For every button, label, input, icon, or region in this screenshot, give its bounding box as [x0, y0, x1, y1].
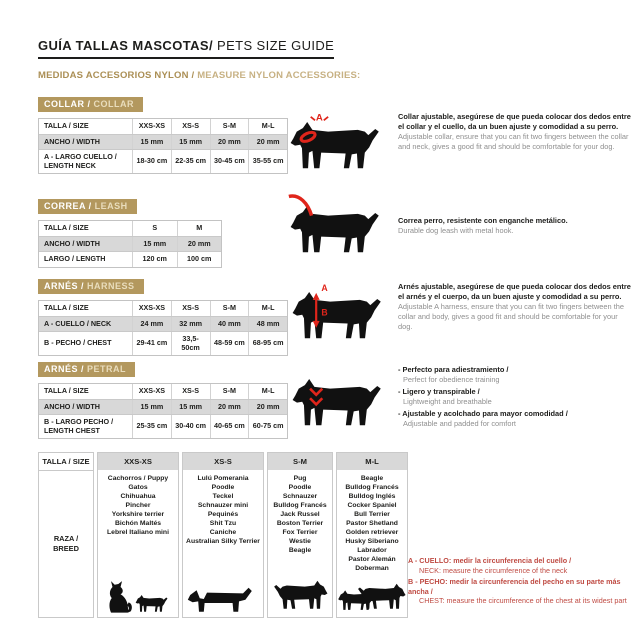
value-cell: 15 mm: [133, 400, 172, 415]
breed-list-m-l: [337, 474, 407, 573]
petral-size-table: [38, 383, 288, 439]
note-b-en: CHEST: measure the circumference of the chest at its widest part: [419, 596, 627, 605]
breed-item: Schnauzer: [282, 493, 318, 500]
breed-item: Pequinés: [207, 511, 239, 518]
breed-item: Pastor Alemán: [348, 556, 396, 563]
breed-item: Schnauzer mini: [197, 502, 249, 509]
breed-item: Beagle: [288, 547, 312, 554]
harness-badge: [38, 279, 144, 294]
breed-item: Poodle: [288, 484, 312, 491]
petral-badge: [38, 362, 135, 377]
breed-item: Cocker Spaniel: [347, 502, 397, 509]
size-header-cell: TALLA / SIZE: [39, 221, 133, 236]
value-cell: 120 cm: [133, 252, 178, 267]
value-cell: 15 mm: [133, 237, 178, 252]
breed-row-label: RAZA / BREED: [53, 534, 79, 553]
column-header-cell: XS-S: [172, 301, 211, 316]
dog-silhouette-icon: [293, 292, 381, 338]
table-row: [39, 415, 287, 438]
breed-item: Bichón Maltés: [114, 520, 162, 527]
page-subtitle-en: MEASURE NYLON ACCESSORIES:: [197, 70, 361, 81]
value-cell: 48-59 cm: [211, 332, 250, 355]
breed-column-header: XXS-XS: [98, 453, 178, 470]
value-cell: 15 mm: [133, 135, 172, 150]
breed-item: Pincher: [125, 502, 151, 509]
petral-bullet-2-en: Lightweight and breathable: [403, 397, 492, 406]
row-label-cell: ANCHO / WIDTH: [39, 400, 133, 415]
collar-section: [38, 94, 288, 174]
breed-column-s-m: [267, 452, 333, 618]
breed-column-header: M-L: [337, 453, 407, 470]
column-header-cell: S-M: [211, 301, 250, 316]
breed-list-xs-s: [183, 474, 263, 546]
breed-column-xxs-xs: [97, 452, 179, 618]
value-cell: 68-95 cm: [252, 338, 284, 348]
value-cell: 29-41 cm: [133, 332, 172, 355]
column-header-cell: M-L: [261, 303, 275, 312]
harness-size-table: [38, 300, 288, 356]
table-header-row: [39, 119, 287, 135]
breed-item: Boston Terrier: [276, 520, 324, 527]
row-label-cell: A - CUELLO / NECK: [39, 317, 133, 332]
row-label-cell: LARGO / LENGTH: [39, 252, 133, 267]
column-header-cell: M-L: [261, 386, 275, 395]
column-header-cell: M: [196, 223, 203, 232]
value-cell: 30-40 cm: [172, 415, 211, 438]
collar-badge-es: COLLAR /: [44, 99, 94, 109]
petral-bullet-3-en: Adjustable and padded for comfort: [403, 419, 516, 428]
breed-item: Yorkshire terrier: [111, 511, 165, 518]
column-header-cell: S: [133, 221, 178, 236]
leash-desc-es: Correa perro, resistente con enganche metálico.: [398, 216, 568, 225]
petral-section: [38, 359, 288, 439]
column-header-cell: M-L: [261, 121, 275, 130]
value-cell: 24 mm: [133, 317, 172, 332]
page-title-es: GUÍA TALLAS MASCOTAS/: [38, 38, 213, 53]
column-header-cell: XXS-XS: [133, 384, 172, 399]
column-header-cell: XS-S: [172, 119, 211, 134]
breed-column-m-l: [336, 452, 408, 618]
collar-size-table: [38, 118, 288, 174]
petral-bullets: [398, 365, 634, 431]
breed-item: Lulú Pomerania: [197, 475, 249, 482]
breed-item: Bull Terrier: [354, 511, 390, 518]
collar-desc-en: Adjustable collar, ensure that you can fit two fingers between the collar and neck, gives a good fit and should be comfortable for your dog.: [398, 132, 629, 151]
petral-badge-en: PETRAL: [87, 364, 127, 374]
value-cell: 15 mm: [172, 400, 211, 415]
page-subtitle-es: MEDIDAS ACCESORIOS NYLON /: [38, 70, 198, 81]
harness-badge-en: HARNESS: [87, 281, 135, 291]
petral-badge-es: ARNÉS /: [44, 364, 88, 374]
table-row: [39, 317, 287, 333]
harness-section: [38, 276, 288, 356]
breed-item: Bulldog Inglés: [348, 493, 396, 500]
breed-item: Chihuahua: [120, 493, 156, 500]
breed-item: Husky Siberiano: [345, 538, 399, 545]
table-row: [39, 332, 287, 355]
row-label-cell: B - PECHO / CHEST: [39, 332, 133, 355]
dog-silhouette-icon: [291, 206, 379, 252]
breed-item: Cachorros / Puppy: [107, 475, 169, 482]
value-cell: 33,5-50cm: [172, 332, 211, 355]
table-row: [39, 252, 221, 267]
breed-item: Beagle: [360, 475, 384, 482]
column-header-cell: XS-S: [172, 384, 211, 399]
breed-item: Lebrel Italiano mini: [107, 529, 169, 536]
column-header-cell: XXS-XS: [133, 301, 172, 316]
breed-column-header: XS-S: [183, 453, 263, 470]
breed-item: Bulldog Francés: [273, 502, 327, 509]
measuring-notes: [408, 556, 634, 608]
row-label-cell: A - LARGO CUELLO / LENGTH NECK: [39, 150, 133, 173]
harness-description: [398, 282, 634, 332]
value-cell: 100 cm: [187, 254, 212, 263]
xxs-xs-silhouettes: [98, 577, 178, 615]
breed-item: Doberman: [355, 565, 389, 572]
harness-label-a: A: [321, 283, 328, 294]
table-header-row: [39, 301, 287, 317]
value-cell: 35-55 cm: [252, 156, 284, 166]
value-cell: 25-35 cm: [133, 415, 172, 438]
leash-badge-en: LEASH: [94, 201, 128, 211]
breed-item: Gatos: [128, 484, 148, 491]
note-b-es: B - PECHO: medir la circunferencia del pecho en su parte más ancha /: [408, 577, 621, 596]
value-cell: 20 mm: [256, 136, 280, 146]
breed-item: Poodle: [211, 484, 235, 491]
row-label-cell: ANCHO / WIDTH: [39, 135, 133, 150]
table-row: [39, 400, 287, 416]
leash-desc-en: Durable dog leash with metal hook.: [398, 226, 514, 235]
breed-size-header: TALLA / SIZE: [39, 453, 93, 471]
harness-dog-figure: [290, 276, 386, 350]
breed-item: Australian Silky Terrier: [186, 538, 260, 545]
value-cell: 22-35 cm: [172, 150, 211, 173]
leash-badge: [38, 199, 137, 214]
table-row: [39, 135, 287, 151]
collar-desc-es: Collar ajustable, asegúrese de que pueda colocar dos dedos entre el collar y el cuello, da un buen ajuste y comodidad a su perro.: [398, 112, 631, 131]
petral-dog-figure: [290, 360, 386, 440]
value-cell: 32 mm: [172, 317, 211, 332]
s-m-silhouettes: [268, 571, 332, 615]
collar-dog-figure: [288, 108, 384, 178]
petral-bullet-3-es: - Ajustable y acolchado para mayor comodidad /: [398, 409, 568, 418]
size-header-cell: TALLA / SIZE: [39, 384, 133, 399]
page-title: [38, 38, 334, 59]
leash-size-table: [38, 220, 222, 268]
value-cell: 20 mm: [187, 238, 211, 248]
breed-item: Teckel: [212, 493, 234, 500]
value-cell: 18-30 cm: [133, 150, 172, 173]
column-header-cell: S-M: [211, 384, 250, 399]
breed-item: Westie: [289, 538, 311, 545]
xs-s-silhouettes: [183, 583, 263, 615]
breed-item: Shit Tzu: [209, 520, 237, 527]
size-header-cell: TALLA / SIZE: [39, 119, 133, 134]
row-label-cell: B - LARGO PECHO / LENGTH CHEST: [39, 415, 133, 438]
breed-table: [38, 452, 406, 618]
collar-badge: [38, 97, 143, 112]
note-a-es: A - CUELLO: medir la circunferencia del cuello /: [408, 556, 572, 565]
dog-silhouette-icon: [291, 122, 379, 168]
value-cell: 20 mm: [211, 400, 250, 415]
leash-description: [398, 216, 634, 236]
breed-column-xs-s: [182, 452, 264, 618]
breed-list-xxs-xs: [98, 474, 178, 537]
column-header-cell: S-M: [211, 119, 250, 134]
harness-desc-en: Adjustable A harness, ensure that you can fit two fingers between the collar and body, gives a good fit and should be comfortable for your dog.: [398, 302, 624, 331]
breed-item: Bulldog Francés: [345, 484, 399, 491]
value-cell: 40-65 cm: [211, 415, 250, 438]
breed-column-header: S-M: [268, 453, 332, 470]
breed-item: Labrador: [357, 547, 387, 554]
dachshund-silhouette-icon: [188, 588, 252, 612]
doberman-silhouette-icon: [358, 584, 406, 609]
value-cell: 20 mm: [256, 401, 280, 411]
petral-bullet-2-es: - Ligero y transpirable /: [398, 387, 480, 396]
note-a-en: NECK: measure the circumference of the neck: [419, 565, 568, 575]
breed-item: Jack Russel: [280, 511, 320, 518]
breed-list-s-m: [268, 474, 332, 555]
leash-dog-figure: [288, 192, 384, 262]
harness-arrowhead-top: [313, 293, 320, 300]
row-label-cell: ANCHO / WIDTH: [39, 237, 133, 252]
size-header-cell: TALLA / SIZE: [39, 301, 133, 316]
medium-dog-silhouette-icon: [274, 581, 327, 609]
value-cell: 30-45 cm: [211, 150, 250, 173]
page-title-en: PETS SIZE GUIDE: [212, 38, 335, 53]
petral-bullet-1-en: Perfect for obedience training: [403, 375, 500, 384]
leash-section: [38, 196, 222, 268]
value-cell: 60-75 cm: [252, 421, 284, 431]
value-cell: 40 mm: [211, 317, 250, 332]
harness-badge-es: ARNÉS /: [44, 281, 88, 291]
column-header-cell: XXS-XS: [133, 119, 172, 134]
breed-table-label-column: [38, 452, 94, 618]
leash-badge-es: CORREA /: [44, 201, 95, 211]
value-cell: 15 mm: [172, 135, 211, 150]
breed-item: Pug: [293, 475, 307, 482]
table-header-row: [39, 221, 221, 237]
table-header-row: [39, 384, 287, 400]
m-l-silhouettes: [337, 573, 407, 615]
collar-label-a: A: [315, 112, 323, 124]
harness-label-b: B: [321, 307, 328, 318]
breed-item: Golden retriever: [345, 529, 399, 536]
petral-bullet-1-es: - Perfecto para adiestramiento /: [398, 365, 509, 374]
breed-item: Caniche: [209, 529, 237, 536]
page-subtitle: [38, 70, 360, 81]
collar-badge-en: COLLAR: [93, 99, 134, 109]
harness-desc-es: Arnés ajustable, asegúrese de que pueda colocar dos dedos entre el arnés y el cuerpo, da un buen ajuste y comodidad a su perro.: [398, 282, 631, 301]
value-cell: 20 mm: [211, 135, 250, 150]
breed-item: Pastor Shetland: [346, 520, 398, 527]
small-dog-silhouette-icon: [136, 595, 168, 612]
table-row: [39, 150, 287, 173]
dog-silhouette-icon: [293, 379, 381, 425]
breed-item: Fox Terrier: [282, 529, 318, 536]
value-cell: 48 mm: [256, 318, 280, 328]
table-row: [39, 237, 221, 253]
cat-silhouette-icon: [109, 581, 131, 613]
collar-description: [398, 112, 634, 152]
